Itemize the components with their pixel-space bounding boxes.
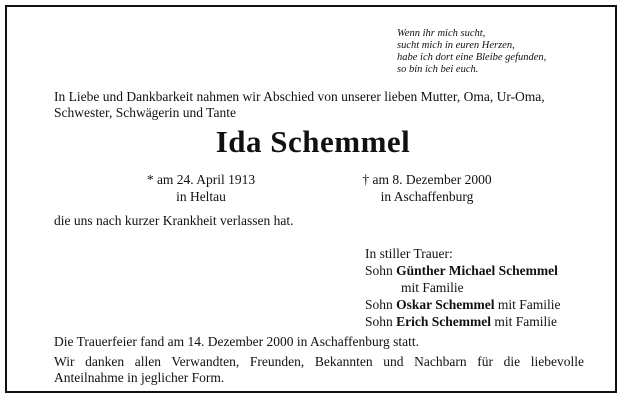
illness-text: die uns nach kurzer Krankheit verlassen hat. [54,213,294,228]
poem-line: Wenn ihr mich sucht, [397,28,486,39]
death-place: in Aschaffenburg [380,189,474,204]
mourners-list [365,245,561,330]
poem [397,28,546,76]
poem-line: sucht mich in euren Herzen, [397,40,515,51]
mourner-name: Erich Schemmel [396,314,491,329]
mourner-relation: Sohn [365,263,397,278]
thanks-line: Anteilnahme in jeglicher Form. [54,370,225,385]
mourner-family: mit Familie [491,314,557,329]
mourner-name: Oskar Schemmel [396,297,495,312]
mourner-row [365,262,561,279]
poem-line: so bin ich bei euch. [397,64,479,75]
mourner-row [365,296,561,313]
poem-line: habe ich dort eine Bleibe gefunden, [397,52,547,63]
birth-date: * am 24. April 1913 [146,172,256,187]
death-info [327,171,527,205]
mourner-relation: Sohn [365,314,397,329]
mourner-name: Günther Michael Schemmel [396,263,558,278]
thanks-line: Wir danken allen Verwandten, Freunden, Bekannten und Nachbarn für die liebevolle [54,354,584,369]
birth-place: in Heltau [176,189,226,204]
mourner-family: mit Familie [494,297,561,312]
mourner-family: mit Familie [401,280,464,295]
mourners-heading: In stiller Trauer: [365,246,453,261]
deceased-name: Ida Schemmel [215,124,411,159]
mourner-row [365,313,561,330]
obituary-notice [5,5,617,393]
funeral-text: Die Trauerfeier fand am 14. Dezember 2000 in Aschaffenburg statt. [54,334,420,349]
birth-info [141,171,261,205]
mourner-relation: Sohn [365,297,397,312]
intro-line: Schwester, Schwägerin und Tante [54,105,236,120]
thanks-text [54,354,584,386]
intro-text [54,89,545,121]
death-date: † am 8. Dezember 2000 [362,172,492,187]
intro-line: In Liebe und Dankbarkeit nahmen wir Abschied von unserer lieben Mutter, Oma, Ur-Oma, [54,89,545,104]
